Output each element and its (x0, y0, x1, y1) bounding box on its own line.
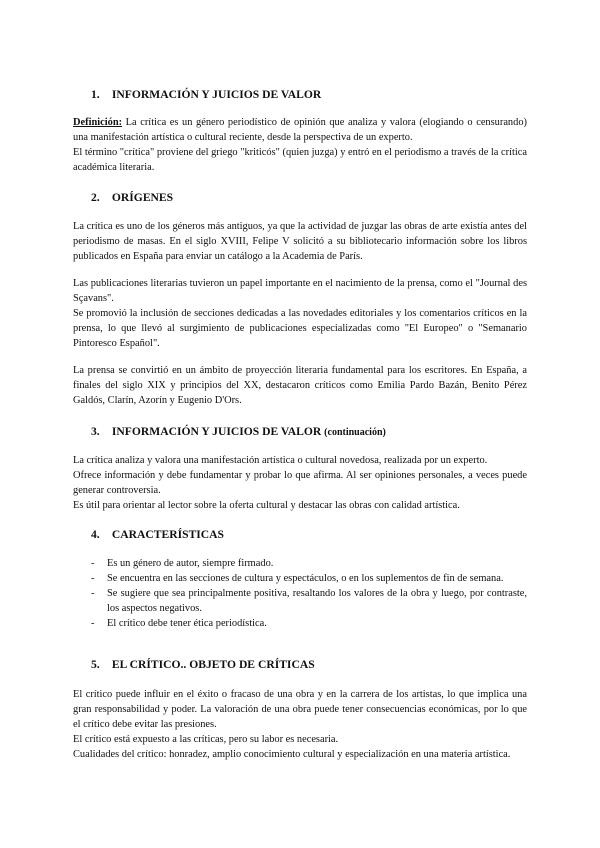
list-item-text: Es un género de autor, siempre firmado. (107, 558, 274, 569)
paragraph: El crítico está expuesto a las críticas, pero su labor es necesaria. (73, 734, 339, 745)
section-1-heading (91, 88, 321, 102)
section-2-body (73, 219, 527, 408)
list-item-text: Se sugiere que sea principalmente positiva, resaltando los valores de la obra y luego, por contraste, los aspectos negativos. (107, 588, 527, 614)
paragraph: La crítica es uno de los géneros más antiguos, ya que la actividad de juzgar las obras de arte existía antes del periodismo de masas. En el siglo XVIII, Felipe V solicitó a su bibliotecario información sobre los libros publicados en España para enviar un catálogo a la Academia de París. (73, 221, 527, 262)
bullet-dash: - (91, 573, 95, 584)
section-title: EL CRÍTICO.. OBJETO DE CRÍTICAS (111, 658, 315, 671)
bullet-dash: - (91, 618, 95, 629)
paragraph: La crítica analiza y valora una manifestación artística o cultural novedosa, realizada por un experto. (73, 455, 488, 466)
paragraph: Las publicaciones literarias tuvieron un papel importante en el nacimiento de la prensa, como el "Journal des Sçavans". (73, 278, 527, 304)
paragraph: El crítico puede influir en el éxito o fracaso de una obra y en la carrera de los artistas, lo que implica una gran responsabilidad y poder. La valoración de una obra puede tener consecuencias económicas, por lo que el crítico debe evitar las presiones. (73, 689, 527, 730)
paragraph: Se promovió la inclusión de secciones dedicadas a las novedades editoriales y los comentarios críticos en la prensa, lo que llevó al surgimiento de publicaciones especializadas como "El Europeo" o "Semanario Pintoresco Español". (73, 308, 527, 349)
paragraph: Cualidades del crítico: honradez, amplio conocimiento cultural y especialización en una materia artística. (73, 749, 511, 760)
section-4-heading (91, 528, 224, 542)
section-title: INFORMACIÓN Y JUICIOS DE VALOR (111, 88, 322, 101)
section-number: 2. (91, 191, 100, 204)
section-number: 3. (91, 425, 100, 438)
section-3-body (73, 453, 527, 513)
section-1-body (73, 115, 527, 175)
list-item (91, 616, 527, 631)
section-title: CARACTERÍSTICAS (111, 528, 225, 541)
definition-paragraph (73, 115, 527, 145)
section-2-heading (91, 191, 173, 205)
paragraph: Es útil para orientar al lector sobre la oferta cultural y destacar las obras con calidad artística. (73, 500, 460, 511)
section-number: 5. (91, 658, 100, 671)
section-number: 1. (91, 88, 100, 101)
bullet-dash: - (91, 588, 95, 599)
paragraph: La prensa se convirtió en un ámbito de proyección literaria fundamental para los escritores. En España, a finales del siglo XIX y principios del XX, destacaron críticos como Emilia Pardo Bazán, Benito Pérez Galdós, Clarín, Azorín y Eugenio D'Ors. (73, 365, 527, 406)
list-item-text: El crítico debe tener ética periodística. (107, 618, 267, 629)
definition-label: Definición: (73, 117, 123, 128)
section-5-body (73, 687, 527, 762)
section-3-heading (91, 425, 386, 440)
paragraph: Ofrece información y debe fundamentar y probar lo que afirma. Al ser opiniones personales, a veces puede generar controversia. (73, 470, 527, 496)
list-item (91, 586, 527, 616)
list-item-text: Se encuentra en las secciones de cultura y espectáculos, o en los suplementos de fin de semana. (107, 573, 504, 584)
section-title: ORÍGENES (111, 191, 174, 204)
characteristics-list (91, 556, 527, 631)
list-item (91, 556, 527, 571)
section-title-suffix: (continuación) (324, 427, 386, 438)
paragraph: El término "crítica" proviene del griego "kriticós" (quien juzga) y entró en el periodismo a través de la crítica académica literaria. (73, 147, 527, 173)
bullet-dash: - (91, 558, 95, 569)
section-number: 4. (91, 528, 100, 541)
section-title: INFORMACIÓN Y JUICIOS DE VALOR (111, 425, 322, 438)
definition-text: La crítica es un género periodístico de opinión que analiza y valora (elogiando o censurando) una manifestación artística o cultural reciente, desde la perspectiva de un experto. (73, 117, 527, 143)
section-5-heading (91, 658, 315, 672)
list-item (91, 571, 527, 586)
